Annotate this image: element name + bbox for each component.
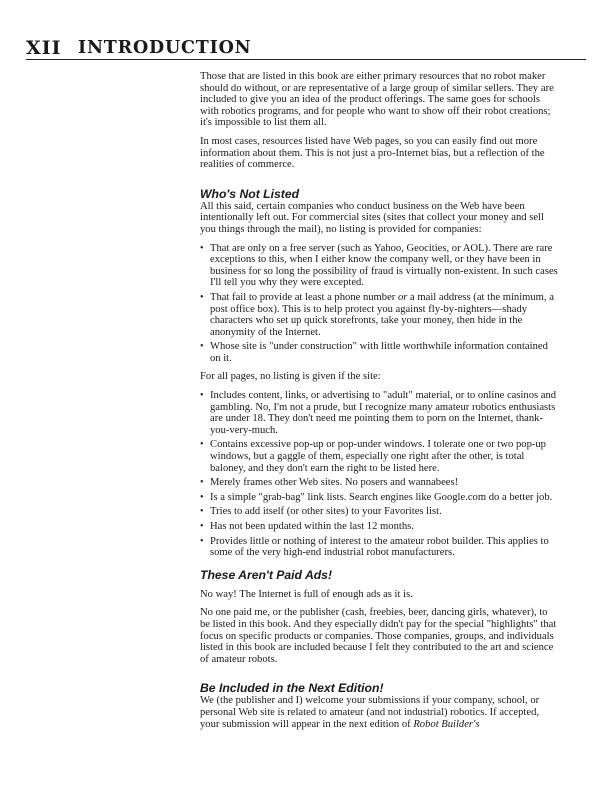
bullet-icon: • xyxy=(200,341,204,353)
bullet-icon: • xyxy=(200,506,204,518)
next-edition-paragraph xyxy=(200,695,560,730)
bullet-icon: • xyxy=(200,535,204,547)
paid-ads-paragraph-2: No one paid me, or the publisher (cash, freebies, beer, dancing girls, whatever), to be listed in this book. And they especially didn't pay for the special "highlights" that focus on specific products or companies. Those companies, groups, and individuals listed in this book are included because I felt they contributed to the art and science of amateur robots. xyxy=(200,607,557,665)
list-item xyxy=(200,292,560,338)
bullet-icon: • xyxy=(200,521,204,532)
list-item xyxy=(200,390,560,436)
list-item-text-end: a mail address (at the minimum, a post office box). This is to help protect you against fly-by-nighters—shady characters who set up quick storefronts, take your money, then hide in the anonymity of the Internet. xyxy=(210,291,554,338)
next-edition-text: We (the publisher and I) welcome your submissions if your company, school, or personal Web site is related to amateur (and not industrial) robotics. If accepted, your submission will appear in the next edition of xyxy=(200,695,540,730)
bullet-icon: • xyxy=(200,491,204,503)
list-item xyxy=(200,506,560,518)
paid-ads-paragraph-1: No way! The Internet is full of enough ads as it is. xyxy=(200,588,413,600)
list-item-text: Provides little or nothing of interest to the amateur robot builder. This applies to some of the very high-end industrial robot manufacturers. xyxy=(210,535,549,559)
list-item-text: Merely frames other Web sites. No posers and wannabees! xyxy=(210,477,459,489)
chapter-title: INTRODUCTION xyxy=(78,38,252,58)
book-title-emphasis: Robot Builder's xyxy=(413,718,480,730)
list-item xyxy=(200,521,560,533)
list-item xyxy=(200,439,560,474)
list-item-text: Whose site is "under construction" with little worthwhile information contained on it. xyxy=(210,341,548,364)
list-item xyxy=(200,341,560,364)
bullet-icon: • xyxy=(200,291,204,303)
bullet-icon: • xyxy=(200,477,204,489)
heading-whos-not-listed: Who's Not Listed xyxy=(200,186,300,201)
list-item-text: Contains excessive pop-up or pop-under windows. I tolerate one or two pop-up windows, but a gaggle of them, especially one right after the other, is total baloney, and they don't earn the right to be listed here. xyxy=(210,439,546,474)
list-item-text: Is a simple "grab-bag" link lists. Search engines like Google.com do a better job. xyxy=(210,491,553,503)
list-item-text: Tries to add itself (or other sites) to your Favorites list. xyxy=(210,506,442,518)
bullet-icon: • xyxy=(200,439,204,451)
site-exclusion-list xyxy=(200,390,560,559)
list-item xyxy=(200,536,560,559)
page-number: XII xyxy=(26,37,62,59)
list-item xyxy=(200,492,560,504)
heading-next-edition: Be Included in the Next Edition! xyxy=(200,681,384,696)
intro-paragraph-2: In most cases, resources listed have Web pages, so you can easily find out more information about them. This is not just a pro-Internet bias, but a reflection of the realities of commerce. xyxy=(200,135,545,171)
bullet-icon: • xyxy=(200,390,204,402)
text-column xyxy=(200,71,560,737)
list-item xyxy=(200,243,560,289)
commercial-exclusion-list xyxy=(200,243,560,365)
list-item-text: Has not been updated within the last 12 months. xyxy=(210,521,414,532)
emphasis-or: or xyxy=(397,291,408,303)
bullet-icon: • xyxy=(200,242,204,254)
heading-paid-ads: These Aren't Paid Ads! xyxy=(200,567,333,582)
list-item-text-start: That fail to provide at least a phone number xyxy=(210,291,398,303)
intro-paragraph-1: Those that are listed in this book are either primary resources that no robot maker should do without, or are representative of a large group of similar sellers. They are included to give you an idea of the product offerings. The same goes for schools with robotics programs, and for people who want to show off their robot creations; it's impossible to list them all. xyxy=(200,71,554,129)
whos-not-listed-paragraph: All this said, certain companies who conduct business on the Web have been intentionally left out. For commercial sites (sites that collect your money and sell you things through the mail), no listing is provided for companies: xyxy=(200,200,544,235)
list-item-text: Includes content, links, or advertising to "adult" material, or to online casinos and gambling. No, I'm not a prude, but I recognize many amateur robotics enthusiasts are under 18. They don't need me pointing them to porn on the Internet, thank-you-very-much. xyxy=(210,390,557,436)
list-item-text: That are only on a free server (such as Yahoo, Geocities, or AOL). There are rare exceptions to this, when I either know the company well, or they have been in business for so long the possibility of fraud is virtually non-existent. In such cases I'll tell you why they were excepted. xyxy=(210,242,558,289)
running-header xyxy=(26,37,586,60)
all-pages-paragraph: For all pages, no listing is given if the site: xyxy=(200,371,381,383)
list-item xyxy=(200,477,560,489)
